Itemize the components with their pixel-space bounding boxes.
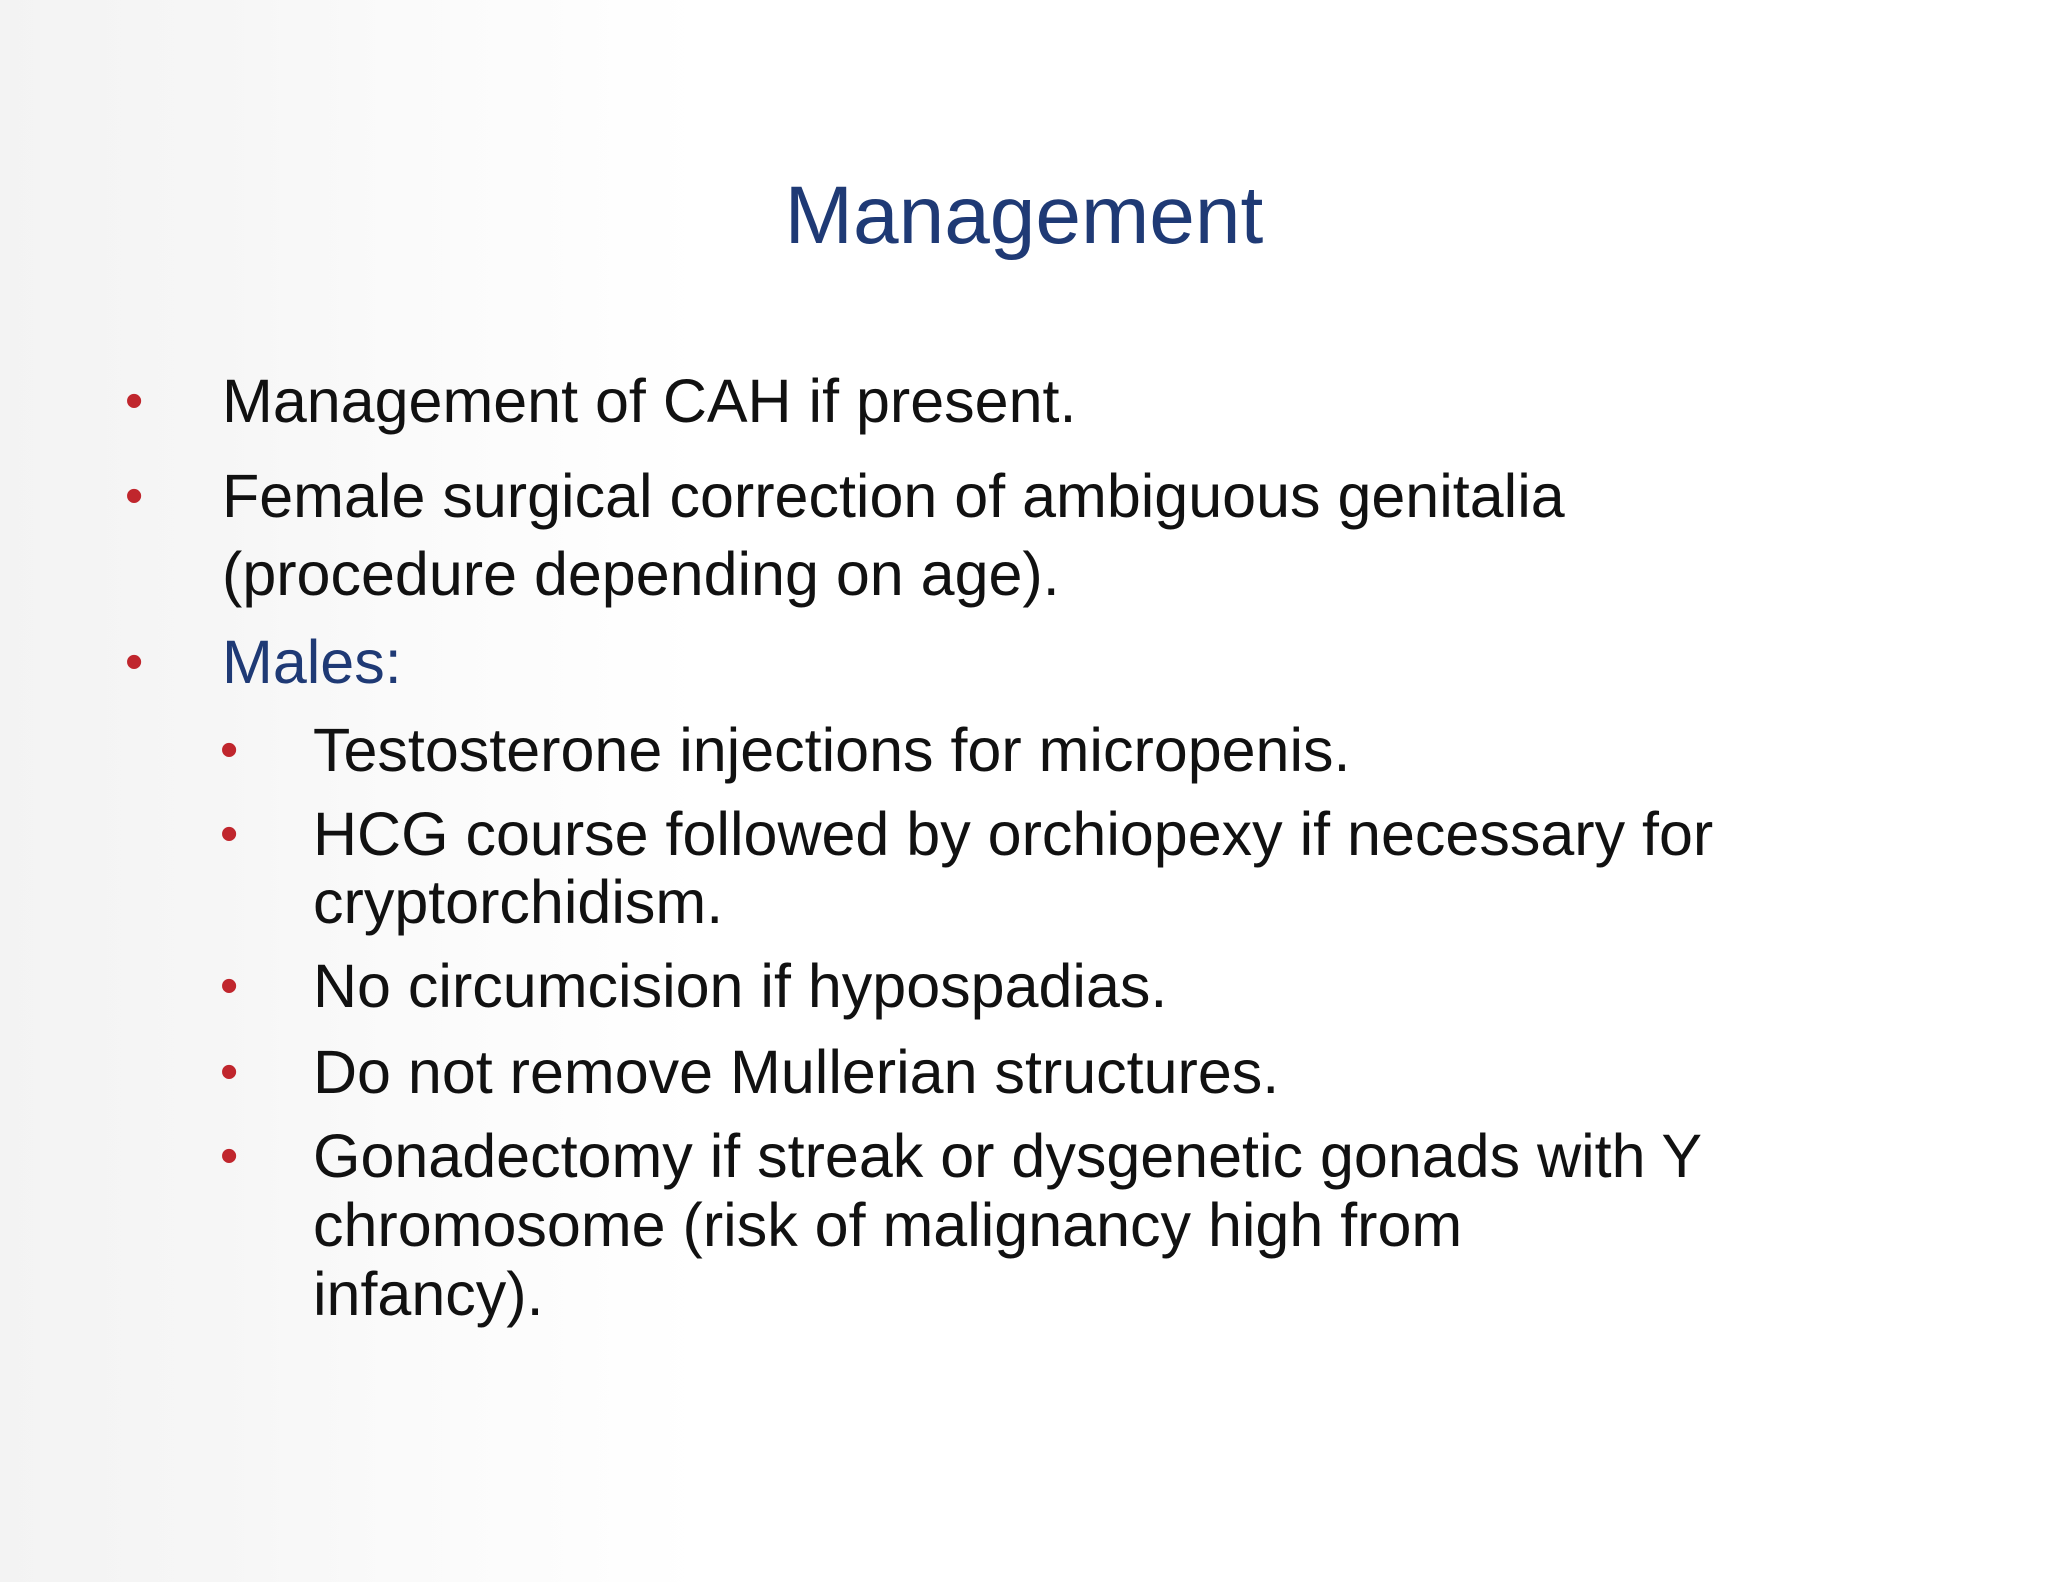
slide-title: Management — [784, 170, 1264, 261]
sub-bullet-2-text-line-2: cryptorchidism. — [313, 868, 724, 936]
bullet-1-text: Management of CAH if present. — [222, 367, 1077, 435]
sub-bullet-3-text: No circumcision if hypospadias. — [313, 952, 1168, 1020]
sub-bullet-4-text: Do not remove Mullerian structures. — [313, 1038, 1280, 1106]
sub-bullet-5-text-line-3: infancy). — [313, 1260, 544, 1328]
bullet-marker-2: • — [125, 467, 144, 525]
sub-bullet-marker-3: • — [220, 957, 239, 1015]
sub-bullet-5-text-line-2: chromosome (risk of malignancy high from — [313, 1191, 1463, 1259]
sub-bullet-marker-1: • — [220, 721, 239, 779]
sub-bullet-1-text: Testosterone injections for micropenis. — [313, 716, 1351, 784]
sub-bullet-marker-4: • — [220, 1043, 239, 1101]
sub-bullet-5-text-line-1: Gonadectomy if streak or dysgenetic gonads with Y — [313, 1122, 1703, 1190]
bullet-3-heading: Males: — [222, 628, 402, 696]
bullet-2-text-line-1: Female surgical correction of ambiguous genitalia — [222, 462, 1565, 530]
sub-bullet-2-text-line-1: HCG course followed by orchiopexy if necessary for — [313, 800, 1714, 868]
sub-bullet-marker-5: • — [220, 1127, 239, 1185]
bullet-2-text-line-2: (procedure depending on age). — [222, 540, 1060, 608]
bullet-marker-1: • — [125, 372, 144, 430]
sub-bullet-marker-2: • — [220, 805, 239, 863]
bullet-marker-3: • — [125, 633, 144, 691]
